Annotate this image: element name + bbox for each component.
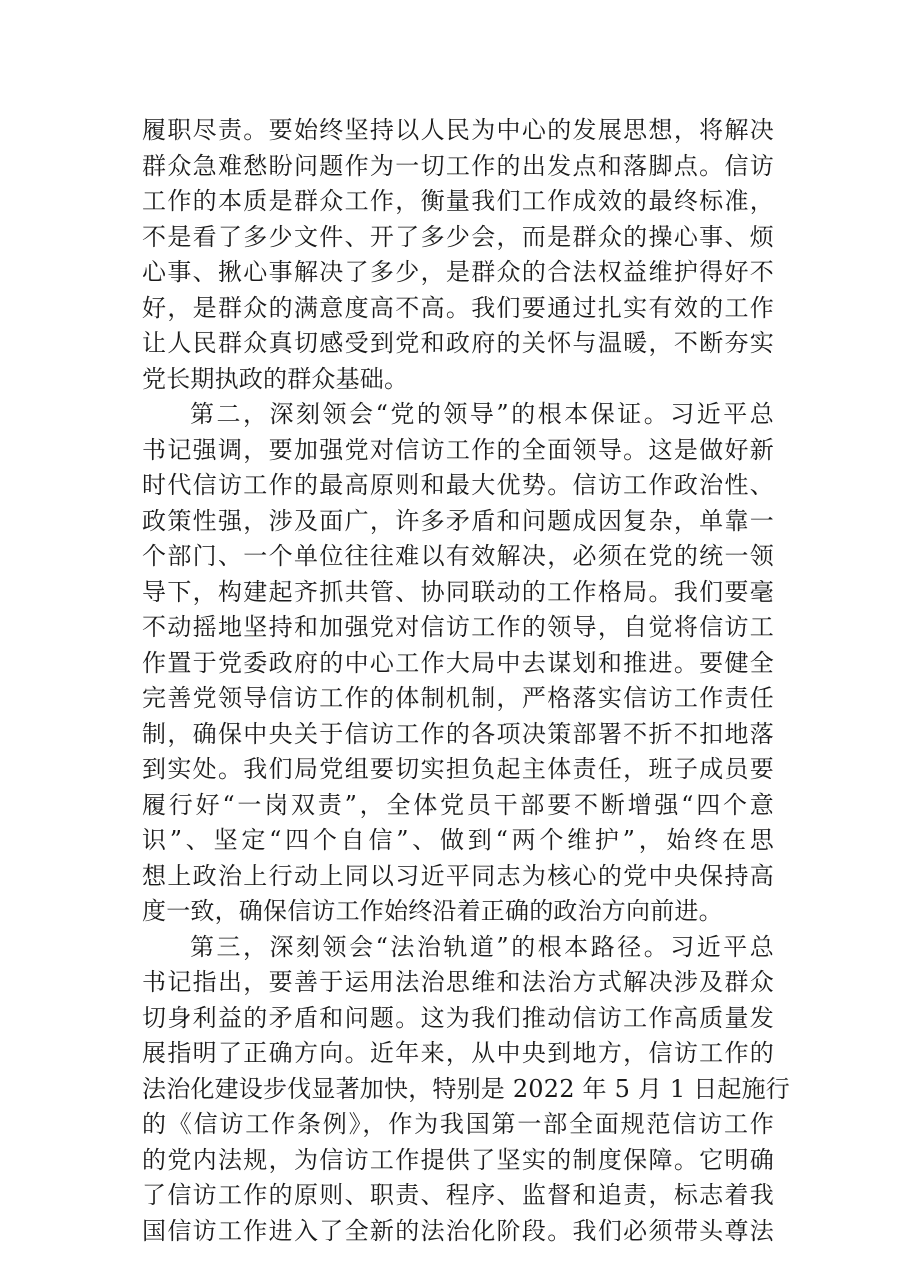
text-line: 到实处。我们局党组要切实担负起主体责任，班子成员要 — [142, 755, 774, 783]
text-line: 制，确保中央关于信访工作的各项决策部署不折不扣地落 — [142, 719, 774, 748]
text-line: 政策性强，涉及面广，许多矛盾和问题成因复杂，单靠一 — [142, 506, 774, 535]
text-line: 时代信访工作的最高原则和最大优势。信访工作政治性、 — [142, 471, 774, 499]
text-line: 法治化建设步伐显著加快，特别是 2022 年 5 月 1 日起施行 — [142, 1074, 790, 1103]
text-line: 展指明了正确方向。近年来，从中央到地方，信访工作的 — [142, 1039, 774, 1067]
text-line: 的《信访工作条例》，作为我国第一部全面规范信访工作 — [142, 1110, 774, 1138]
text-line: 好，是群众的满意度高不高。我们要通过扎实有效的工作 — [142, 293, 774, 322]
text-line: 工作的本质是群众工作，衡量我们工作成效的最终标准， — [142, 187, 774, 215]
text-line: 想上政治上行动上同以习近平同志为核心的党中央保持高 — [142, 861, 774, 890]
text-line: 履行好“一岗双责”，全体党员干部要不断增强“四个意 — [142, 790, 774, 819]
text-line: 党长期执政的群众基础。 — [142, 364, 409, 393]
paragraph-first-line: 第三，深刻领会“法治轨道”的根本路径。习近平总 — [190, 932, 774, 961]
text-line: 心事、揪心事解决了多少，是群众的合法权益维护得好不 — [142, 258, 774, 286]
text-line: 让人民群众真切感受到党和政府的关怀与温暖，不断夯实 — [142, 329, 774, 357]
text-line: 导下，构建起齐抓共管、协同联动的工作格局。我们要毫 — [142, 577, 774, 606]
body-text — [142, 113, 790, 1249]
text-line: 度一致，确保信访工作始终沿着正确的政治方向前进。 — [142, 897, 723, 925]
text-line: 履职尽责。要始终坚持以人民为中心的发展思想，将解决 — [142, 116, 774, 144]
text-line: 不是看了多少文件、开了多少会，而是群众的操心事、烦 — [142, 222, 774, 251]
paragraph-first-line: 第二，深刻领会“党的领导”的根本保证。习近平总 — [190, 400, 774, 428]
text-line: 完善党领导信访工作的体制机制，严格落实信访工作责任 — [142, 684, 774, 712]
text-line: 切身利益的矛盾和问题。这为我们推动信访工作高质量发 — [142, 1003, 774, 1032]
text-line: 了信访工作的原则、职责、程序、监督和追责，标志着我 — [142, 1181, 774, 1209]
text-line: 不动摇地坚持和加强党对信访工作的领导，自觉将信访工 — [142, 613, 774, 641]
text-line: 个部门、一个单位往往难以有效解决，必须在党的统一领 — [142, 542, 774, 570]
text-line: 书记强调，要加强党对信访工作的全面领导。这是做好新 — [142, 435, 774, 464]
text-line: 书记指出，要善于运用法治思维和法治方式解决涉及群众 — [142, 968, 774, 996]
text-line: 群众急难愁盼问题作为一切工作的出发点和落脚点。信访 — [142, 151, 774, 180]
text-line: 作置于党委政府的中心工作大局中去谋划和推进。要健全 — [142, 648, 774, 677]
text-line: 识”、坚定“四个自信”、做到“两个维护”，始终在思 — [142, 826, 774, 854]
text-line: 的党内法规，为信访工作提供了坚实的制度保障。它明确 — [142, 1145, 774, 1174]
text-line: 国信访工作进入了全新的法治化阶段。我们必须带头尊法 — [142, 1216, 774, 1245]
